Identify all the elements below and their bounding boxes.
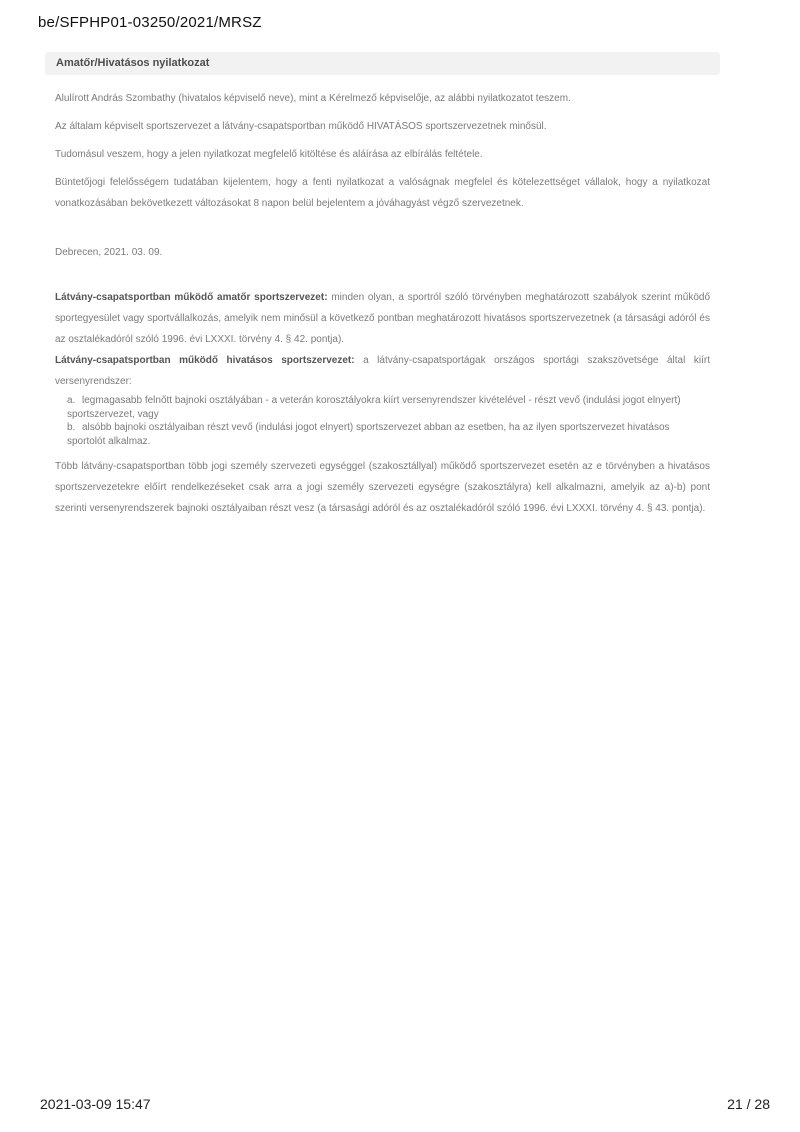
document-reference: be/SFPHP01-03250/2021/MRSZ [38,14,262,31]
paragraph-criminal-liability: Büntetőjogi felelősségem tudatában kijelentem, hogy a fenti nyilatkozat a valóságnak megfelel és kötelezettséget vállalok, hogy a nyilatkozat vonatkozásában bekövetkezett változásokat 8 napon belül bejelentem a jóváhagyást végző szervezetnek. [55,177,710,209]
section-title: Amatőr/Hivatásos nyilatkozat [56,57,210,69]
professional-definition-text: a látvány-csapatsportágak országos sportági szakszövetsége által kiírt versenyrendszer: [55,355,710,387]
paragraph-undersigned: Alulírott András Szombathy (hivatalos képviselő neve), mint a Kérelmező képviselője, az alábbi nyilatkozatot teszem. [55,93,571,104]
paragraph-multi-sport: Több látvány-csapatsportban több jogi személy szervezeti egységgel (szakosztállyal) működő sportszervezet esetén az e törvényben a hivatásos sportszervezetekre előírt rendelkezéseket csak arra a jogi személy szervezeti egységre (szakosztályra) kell alkalmazni, amelyik az a)-b) pont szerinti versenyrendszerek bajnoki osztályaiban részt vesz (a társasági adóról és az osztalékadóról szóló 1996. évi LXXXI. törvény 4. § 43. pontja). [55,461,710,514]
date-line: Debrecen, 2021. 03. 09. [55,247,163,258]
paragraph-professional-definition [55,350,710,392]
list-item [67,421,710,448]
list-item-marker: a. [67,395,76,406]
declaration-section [45,52,720,526]
amateur-definition-lead: Látvány-csapatsportban működő amatőr sportszervezet: [55,292,328,303]
section-header [45,52,720,75]
footer-page-indicator: 21 / 28 [727,1096,770,1112]
paragraph-professional-status: Az általam képviselt sportszervezet a látvány-csapatsportban működő HIVATÁSOS sportszervezetnek minősül. [55,121,547,132]
page-footer [40,1096,770,1112]
competition-system-list [55,394,710,448]
paragraph-acknowledgement: Tudomásul veszem, hogy a jelen nyilatkozat megfelelő kitöltése és aláírása az elbírálás feltétele. [55,149,483,160]
section-body [45,75,720,519]
list-item-text: alsóbb bajnoki osztályaiban részt vevő (indulási jogot elnyert) sportszervezet abban az esetben, ha az ilyen sportszervezet hivatásos sportolót alkalmaz. [67,422,670,447]
amateur-definition-text: minden olyan, a sportról szóló törvényben meghatározott szabályok szerint működő sportegyesület vagy sportvállalkozás, amelyik nem minősül a következő pontban meghatározott hivatásos sportszervezetnek (a társasági adóról és az osztalékadóról szóló 1996. évi LXXXI. törvény 4. § 42. pontja). [55,292,711,345]
paragraph-amateur-definition [55,287,710,350]
list-item [67,394,710,421]
footer-timestamp: 2021-03-09 15:47 [40,1096,151,1112]
list-item-marker: b. [67,422,76,433]
professional-definition-lead: Látvány-csapatsportban működő hivatásos sportszervezet: [55,355,355,366]
list-item-text: legmagasabb felnőtt bajnoki osztályában - a veterán korosztályokra kiírt versenyrendszer kivételével - részt vevő (indulási jogot elnyert) sportszervezet, vagy [67,395,681,420]
